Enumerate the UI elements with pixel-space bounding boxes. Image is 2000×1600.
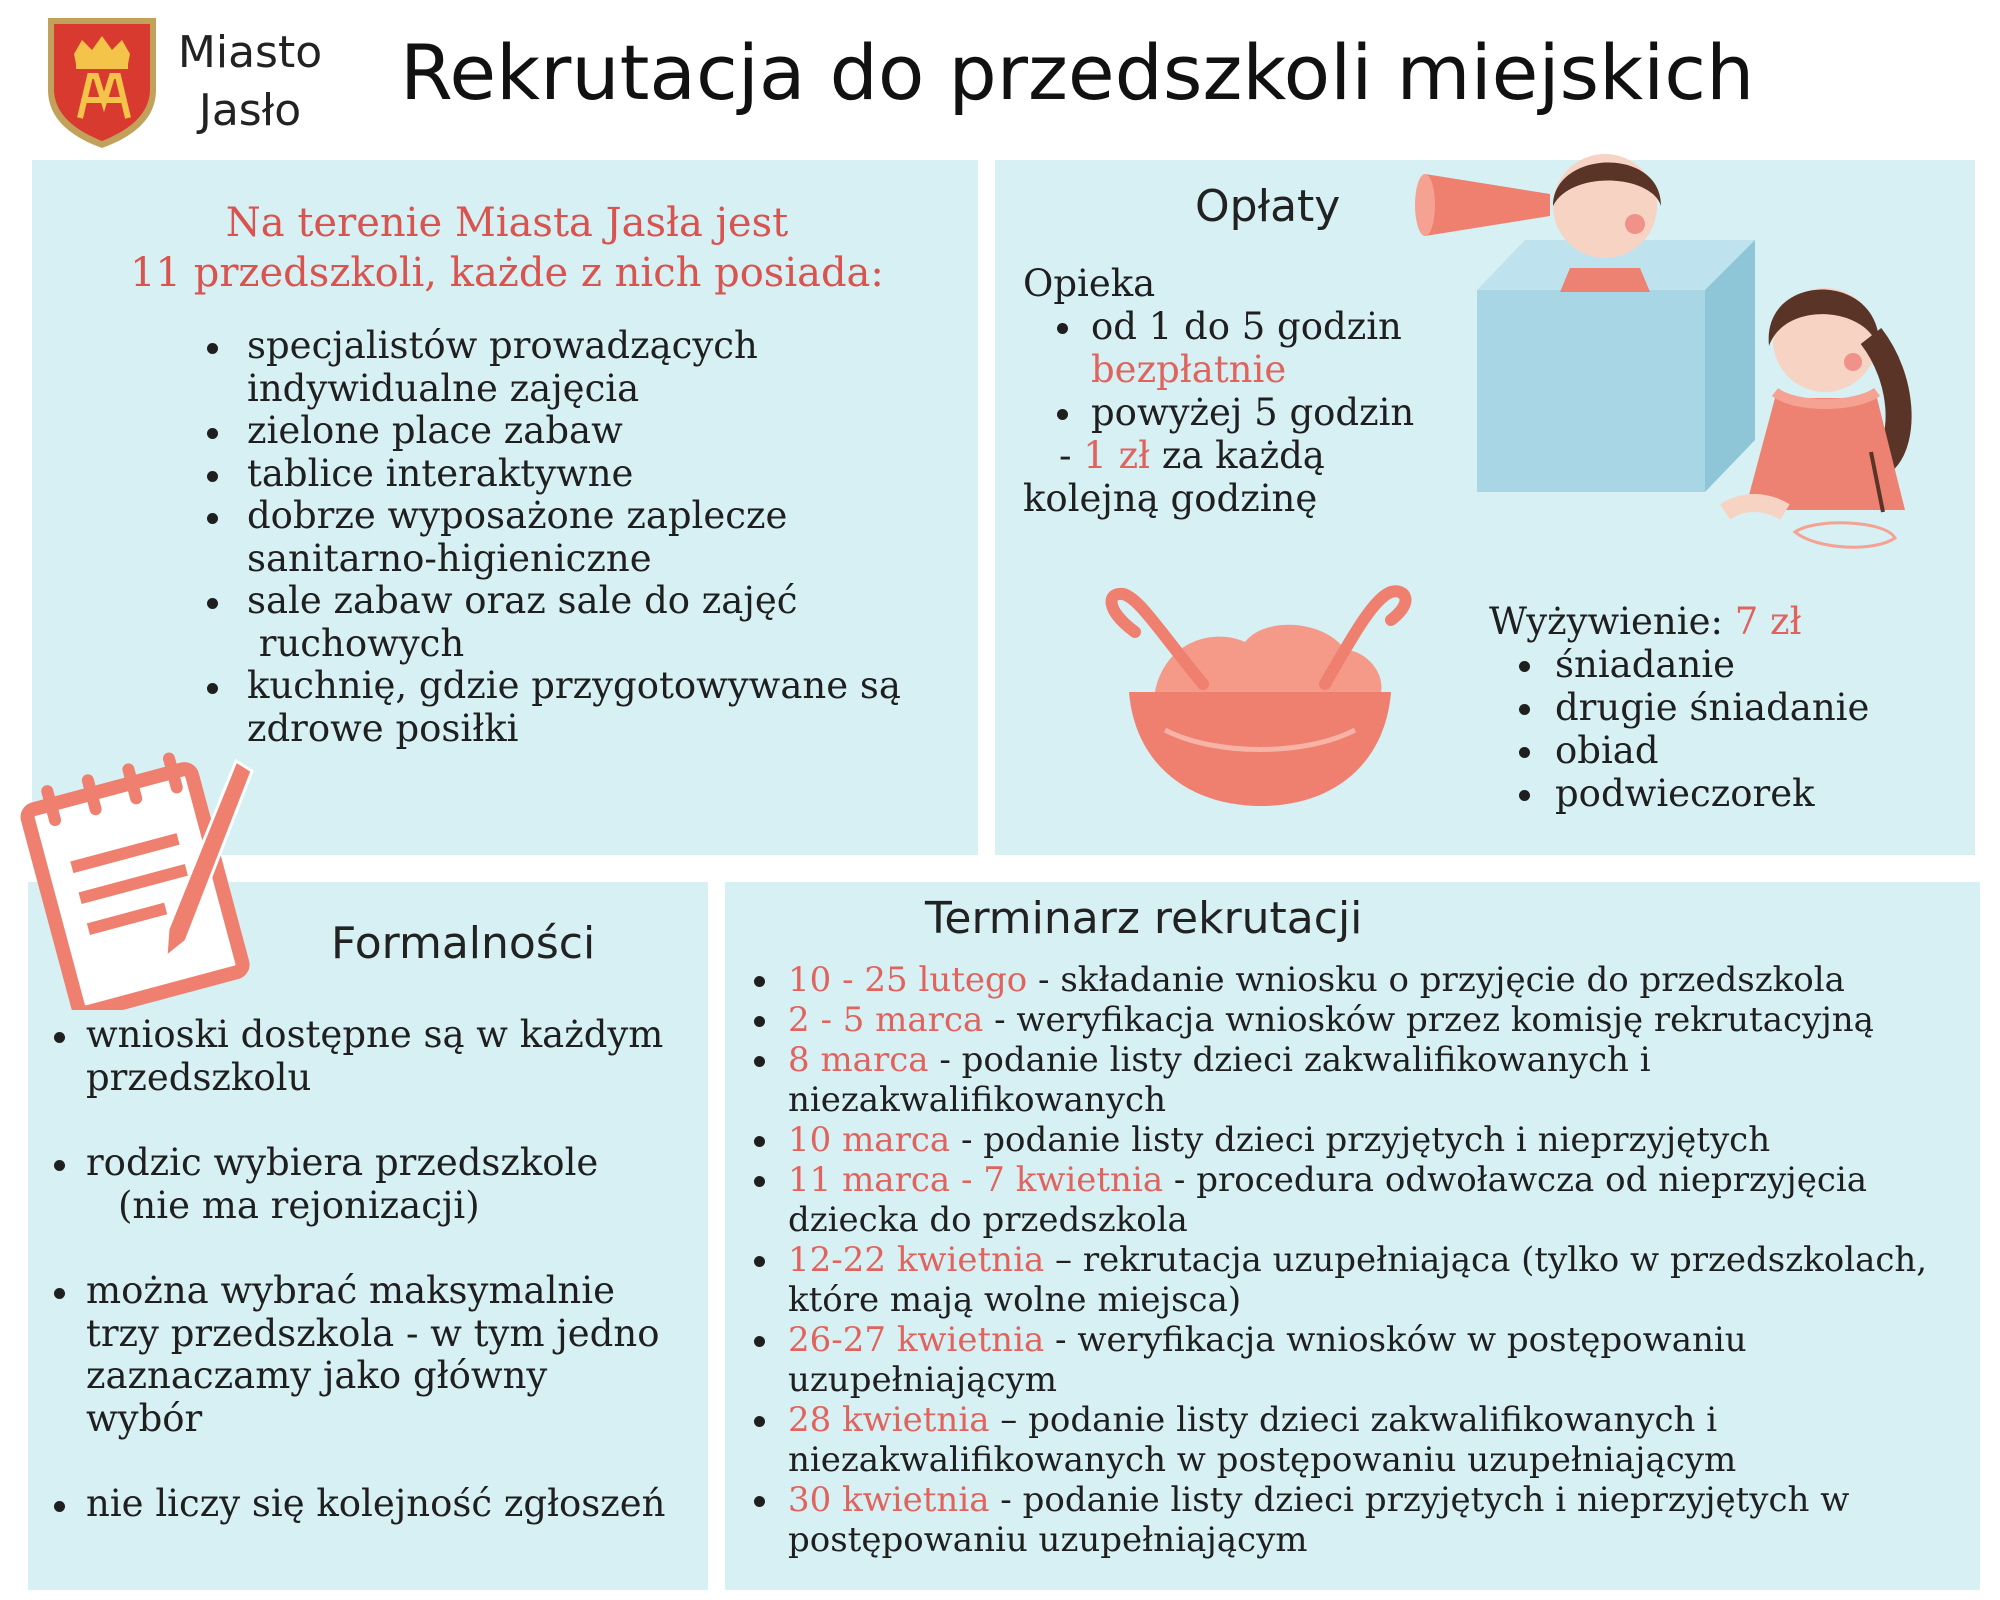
city-crest-icon bbox=[44, 14, 160, 150]
schedule-date: 12-22 kwietnia bbox=[788, 1240, 1045, 1280]
intro-line2: 11 przedszkoli, każde z nich posiada: bbox=[130, 250, 884, 296]
schedule-list bbox=[788, 960, 1968, 1560]
schedule-item bbox=[788, 1480, 1968, 1560]
list-item-line: (nie ma rejonizacji) bbox=[118, 1183, 480, 1227]
schedule-text: – podanie listy dzieci zakwalifikowanych i niezakwalifikowanych w postępowaniu uzupełniającym bbox=[788, 1400, 1737, 1480]
list-item bbox=[86, 1142, 696, 1227]
schedule-date: 2 - 5 marca bbox=[788, 1000, 984, 1040]
list-item bbox=[247, 495, 967, 580]
schedule-item bbox=[788, 1400, 1968, 1480]
city-name bbox=[170, 24, 330, 140]
meals-price: 7 zł bbox=[1734, 600, 1802, 643]
list-item bbox=[86, 1270, 696, 1440]
schedule-text: – rekrutacja uzupełniająca (tylko w przedszkolach, które mają wolne miejsca) bbox=[788, 1240, 1928, 1320]
salad-bowl-icon bbox=[1095, 580, 1425, 820]
list-item-line: ruchowych bbox=[247, 621, 465, 665]
schedule-text: - składanie wniosku o przyjęcie do przedszkola bbox=[1027, 960, 1845, 1000]
hourly-fee-prefix: - bbox=[1059, 434, 1084, 477]
list-item: obiad bbox=[1555, 729, 1949, 772]
list-item-line: dobrze wyposażone zaplecze bbox=[247, 494, 788, 537]
list-item-line: kuchnię, gdzie przygotowywane są bbox=[247, 664, 901, 707]
list-item-line: zielone place zabaw bbox=[247, 409, 623, 452]
list-item-line: tablice interaktywne bbox=[247, 451, 634, 495]
amenities-list bbox=[247, 325, 967, 750]
meals-list bbox=[1555, 643, 1949, 815]
schedule-text: - podanie listy dzieci przyjętych i nieprzyjętych bbox=[950, 1120, 1771, 1160]
meals-fees bbox=[1489, 600, 1949, 815]
list-item-line: sanitarno-higieniczne bbox=[247, 536, 652, 580]
list-item-line: przedszkolu bbox=[86, 1055, 312, 1099]
schedule-text: - procedura odwoławcza od nieprzyjęcia dziecka do przedszkola bbox=[788, 1160, 1868, 1240]
schedule-date: 8 marca bbox=[788, 1040, 929, 1080]
list-item-line: trzy przedszkola - w tym jedno bbox=[86, 1311, 660, 1355]
list-item: podwieczorek bbox=[1555, 772, 1949, 815]
schedule-item bbox=[788, 1160, 1968, 1240]
notepad-icon bbox=[16, 745, 261, 1010]
list-item bbox=[86, 1483, 696, 1526]
list-item-line: zdrowe posiłki bbox=[247, 706, 519, 750]
hourly-fee-suffix: za każdą bbox=[1150, 434, 1325, 477]
list-item-line: specjalistów prowadzących bbox=[247, 324, 758, 367]
care-hours-paid: powyżej 5 godzin bbox=[1091, 391, 1415, 434]
free-label: bezpłatnie bbox=[1091, 348, 1287, 391]
schedule-text: - weryfikacja wniosków przez komisję rekrutacyjną bbox=[983, 1000, 1874, 1040]
schedule-item bbox=[788, 1000, 1968, 1040]
list-item: śniadanie bbox=[1555, 643, 1949, 686]
hourly-fee-price: 1 zł bbox=[1083, 434, 1151, 477]
schedule-item bbox=[788, 1320, 1968, 1400]
city-name-line2: Jasło bbox=[198, 85, 302, 136]
intro-text bbox=[72, 198, 942, 298]
formalities-list bbox=[86, 1014, 696, 1569]
city-name-line1: Miasto bbox=[177, 27, 323, 78]
schedule-item bbox=[788, 1240, 1968, 1320]
schedule-date: 11 marca - 7 kwietnia bbox=[788, 1160, 1164, 1200]
schedule-heading: Terminarz rekrutacji bbox=[925, 893, 1363, 944]
page-title: Rekrutacja do przedszkoli miejskich bbox=[400, 28, 1755, 117]
schedule-date: 28 kwietnia bbox=[788, 1400, 990, 1440]
list-item-line: wnioski dostępne są w każdym bbox=[86, 1013, 664, 1056]
list-item-line: zaznaczamy jako główny bbox=[86, 1354, 548, 1397]
list-item bbox=[247, 453, 967, 496]
meals-label-line bbox=[1489, 600, 1949, 643]
list-item bbox=[247, 410, 967, 453]
list-item bbox=[86, 1014, 696, 1099]
list-item bbox=[247, 665, 967, 750]
schedule-item bbox=[788, 1040, 1968, 1120]
schedule-panel bbox=[725, 882, 1980, 1590]
formalities-heading: Formalności bbox=[331, 918, 596, 969]
schedule-date: 10 - 25 lutego bbox=[788, 960, 1028, 1000]
care-label: Opieka bbox=[1023, 262, 1156, 305]
fees-panel bbox=[995, 160, 1975, 855]
list-item-line: indywidualne zajęcia bbox=[247, 366, 640, 410]
header bbox=[0, 0, 2000, 155]
fees-heading: Opłaty bbox=[1195, 181, 1341, 232]
children-illustration-icon bbox=[1365, 140, 1965, 560]
list-item-line: sale zabaw oraz sale do zajęć bbox=[247, 579, 798, 622]
schedule-item bbox=[788, 1120, 1968, 1160]
schedule-text: - weryfikacja wniosków w postępowaniu uzupełniającym bbox=[788, 1320, 1747, 1400]
list-item bbox=[247, 580, 967, 665]
intro-line1: Na terenie Miasta Jasła jest bbox=[225, 200, 789, 246]
list-item-line: można wybrać maksymalnie bbox=[86, 1269, 615, 1312]
list-item-line: rodzic wybiera przedszkole bbox=[86, 1141, 599, 1184]
list-item-line: wybór bbox=[86, 1396, 203, 1440]
schedule-date: 26-27 kwietnia bbox=[788, 1320, 1045, 1360]
care-hours-free: od 1 do 5 godzin bbox=[1091, 305, 1402, 348]
list-item bbox=[247, 325, 967, 410]
list-item-line: nie liczy się kolejność zgłoszeń bbox=[86, 1482, 666, 1525]
schedule-text: - podanie listy dzieci przyjętych i nieprzyjętych w postępowaniu uzupełniającym bbox=[788, 1480, 1850, 1560]
meals-label: Wyżywienie: bbox=[1489, 600, 1735, 643]
schedule-date: 10 marca bbox=[788, 1120, 951, 1160]
list-item: drugie śniadanie bbox=[1555, 686, 1949, 729]
schedule-text: - podanie listy dzieci zakwalifikowanych i niezakwalifikowanych bbox=[788, 1040, 1651, 1120]
hourly-fee-tail: kolejną godzinę bbox=[1023, 477, 1318, 520]
schedule-date: 30 kwietnia bbox=[788, 1480, 990, 1520]
schedule-item bbox=[788, 960, 1968, 1000]
